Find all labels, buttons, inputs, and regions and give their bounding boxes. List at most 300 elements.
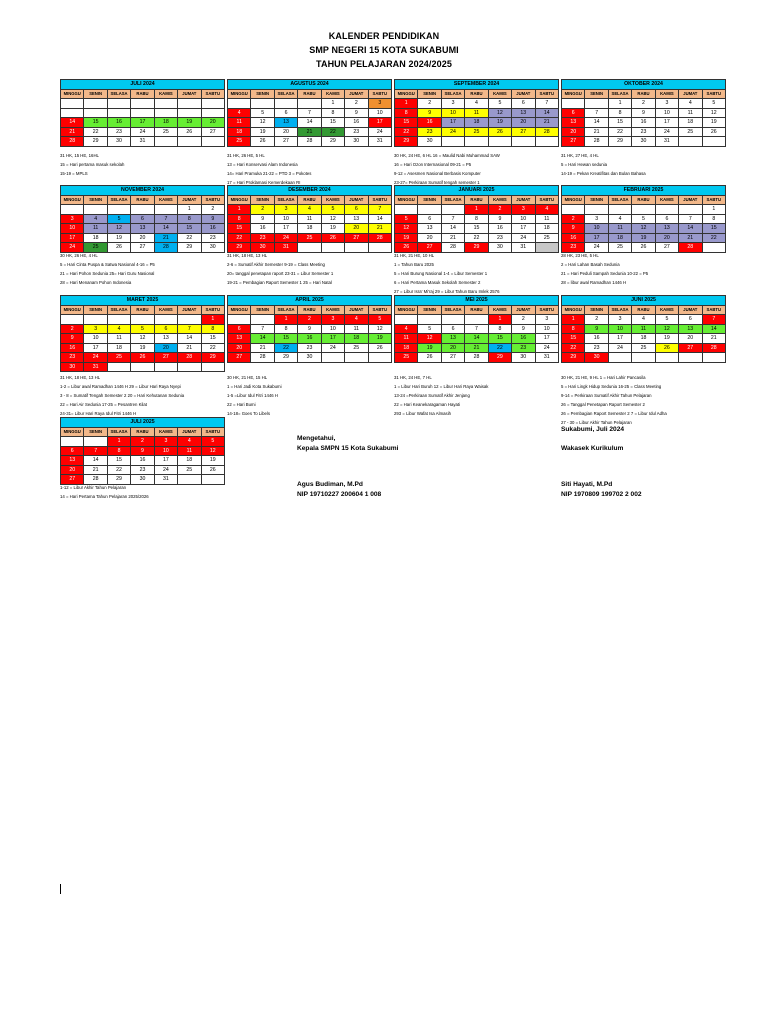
month-title: FEBRUARI 2025: [562, 186, 726, 196]
date-cell: 31: [84, 362, 107, 372]
text-cursor: [60, 884, 61, 894]
mengetahui-label: Mengetahui,: [297, 435, 336, 442]
date-cell: 5: [702, 99, 725, 109]
date-cell: 12: [632, 224, 655, 234]
day-header: SABTU: [535, 89, 558, 99]
date-cell: 16: [562, 233, 585, 243]
month-notes: [394, 373, 488, 418]
date-cell: 20: [131, 233, 154, 243]
date-cell: 26: [321, 233, 344, 243]
day-header: JUMAT: [345, 89, 368, 99]
month-notes: [394, 151, 500, 187]
date-cell: 1: [274, 315, 297, 325]
date-cell: [251, 315, 274, 325]
day-header: SENIN: [251, 89, 274, 99]
date-cell: [441, 315, 464, 325]
date-cell: 16: [488, 224, 511, 234]
date-cell: 31: [655, 137, 678, 147]
date-cell: 2: [201, 205, 224, 215]
date-cell: [562, 205, 585, 215]
date-cell: 3: [441, 99, 464, 109]
date-cell: 4: [178, 437, 201, 447]
date-cell: 6: [345, 205, 368, 215]
day-header: SELASA: [441, 305, 464, 315]
date-cell: 5: [488, 99, 511, 109]
date-cell: 26: [632, 243, 655, 253]
date-cell: 21: [154, 233, 177, 243]
note-line: 9-12 = Asesmen Nasional Berbasis Komputer: [394, 171, 481, 176]
date-cell: 13: [345, 214, 368, 224]
date-cell: 30: [345, 137, 368, 147]
date-cell: [154, 99, 177, 109]
month-notes: [394, 251, 499, 296]
date-cell: 12: [418, 334, 441, 344]
date-cell: [418, 315, 441, 325]
date-cell: 4: [608, 214, 631, 224]
date-cell: 18: [679, 118, 702, 128]
date-cell: 21: [251, 343, 274, 353]
note-line: 13 = Hari Konservasi Alam Indonesia: [227, 162, 298, 167]
note-line: 1 = Hari Jadi Kota Sukabumi: [227, 384, 282, 389]
date-cell: 21: [178, 343, 201, 353]
date-cell: 4: [395, 324, 418, 334]
month-notes: [60, 483, 149, 501]
date-cell: 1: [702, 205, 725, 215]
date-cell: 17: [274, 224, 297, 234]
date-cell: 25: [228, 137, 251, 147]
date-cell: 23: [512, 343, 535, 353]
day-header: SABTU: [702, 305, 725, 315]
date-cell: [345, 243, 368, 253]
day-header: SENIN: [585, 195, 608, 205]
date-cell: 31: [512, 243, 535, 253]
date-cell: 13: [418, 224, 441, 234]
date-cell: 12: [201, 446, 224, 456]
date-cell: 23: [61, 353, 84, 363]
day-header: KAMIS: [154, 305, 177, 315]
date-cell: 13: [441, 334, 464, 344]
date-cell: 16: [345, 118, 368, 128]
date-cell: [154, 137, 177, 147]
date-cell: 22: [178, 233, 201, 243]
date-cell: 23: [201, 233, 224, 243]
date-cell: 8: [702, 214, 725, 224]
date-cell: 31: [368, 137, 391, 147]
date-cell: [465, 315, 488, 325]
day-header: MINGGU: [395, 89, 418, 99]
note-line: 15 = Hari pertama masuk sekolah: [60, 162, 125, 167]
date-cell: [702, 243, 725, 253]
date-cell: 19: [321, 224, 344, 234]
date-cell: 5: [131, 324, 154, 334]
date-cell: [632, 353, 655, 363]
day-header: KAMIS: [655, 195, 678, 205]
date-cell: 6: [512, 99, 535, 109]
note-line: 16 = Hari Ozon Internasional 09-21 = P5: [394, 162, 472, 167]
note-line: 30 HK, 21 HE, 9 HL 1 = Hari Lahir Pancasila: [561, 375, 646, 380]
day-header: SENIN: [418, 195, 441, 205]
date-cell: 29: [274, 353, 297, 363]
day-header: JUMAT: [345, 305, 368, 315]
date-cell: 14: [679, 224, 702, 234]
note-line: 28 HK, 23 HE, 5 HL: [561, 253, 599, 258]
date-cell: 28: [679, 243, 702, 253]
date-cell: 26: [418, 353, 441, 363]
date-cell: 28: [178, 353, 201, 363]
date-cell: 22: [107, 465, 130, 475]
date-cell: 15: [84, 118, 107, 128]
date-cell: 13: [274, 118, 297, 128]
note-line: 14-19 = Pekan Kreatifitas dan Bulan Bahasa: [561, 171, 646, 176]
date-cell: 11: [608, 224, 631, 234]
date-cell: 22: [488, 343, 511, 353]
date-cell: [702, 353, 725, 363]
date-cell: 29: [608, 137, 631, 147]
date-cell: 15: [395, 118, 418, 128]
date-cell: 7: [84, 446, 107, 456]
date-cell: 19: [488, 118, 511, 128]
date-cell: 12: [655, 324, 678, 334]
date-cell: [131, 99, 154, 109]
day-header: SENIN: [418, 305, 441, 315]
date-cell: 28: [251, 353, 274, 363]
date-cell: 28: [702, 343, 725, 353]
day-header: MINGGU: [228, 195, 251, 205]
date-cell: 18: [178, 456, 201, 466]
date-cell: 11: [84, 224, 107, 234]
date-cell: 3: [61, 214, 84, 224]
date-cell: 22: [562, 343, 585, 353]
date-cell: 12: [251, 118, 274, 128]
day-header: SENIN: [84, 89, 107, 99]
document-header: [0, 29, 768, 71]
month-notes: [60, 251, 155, 287]
date-cell: 22: [321, 127, 344, 137]
date-cell: 16: [61, 343, 84, 353]
date-cell: 29: [488, 353, 511, 363]
date-cell: 19: [368, 334, 391, 344]
note-line: 28 = libur awal Ramadhan 1446 H: [561, 280, 627, 285]
date-cell: [228, 99, 251, 109]
date-cell: 9: [512, 324, 535, 334]
date-cell: 27: [154, 353, 177, 363]
date-cell: 5: [107, 214, 130, 224]
date-cell: 11: [107, 334, 130, 344]
date-cell: 25: [465, 127, 488, 137]
date-cell: 7: [441, 214, 464, 224]
date-cell: 8: [465, 214, 488, 224]
date-cell: 9: [585, 324, 608, 334]
date-cell: [345, 353, 368, 363]
date-cell: 27: [131, 243, 154, 253]
date-cell: 18: [465, 118, 488, 128]
date-cell: 13: [61, 456, 84, 466]
date-cell: 31: [131, 137, 154, 147]
date-cell: [84, 99, 107, 109]
date-cell: 24: [535, 343, 558, 353]
date-cell: 26: [702, 127, 725, 137]
date-cell: [562, 99, 585, 109]
date-cell: 1: [178, 205, 201, 215]
date-cell: 21: [368, 224, 391, 234]
date-cell: [154, 362, 177, 372]
date-cell: 29: [395, 137, 418, 147]
month-calendar: [60, 417, 225, 485]
date-cell: 16: [107, 118, 130, 128]
note-line: 15-19 = MPLS: [60, 171, 88, 176]
date-cell: 17: [441, 118, 464, 128]
note-line: 22 = Hari Bumi: [227, 402, 256, 407]
month-title: JULI 2025: [61, 418, 225, 428]
date-cell: [84, 437, 107, 447]
date-cell: 29: [107, 475, 130, 485]
date-cell: 14: [535, 108, 558, 118]
date-cell: 19: [702, 118, 725, 128]
date-cell: 29: [228, 243, 251, 253]
date-cell: 10: [608, 324, 631, 334]
date-cell: 17: [512, 224, 535, 234]
vice-principal-name: Siti Hayati, M.Pd: [561, 481, 613, 488]
date-cell: 19: [107, 233, 130, 243]
date-cell: 4: [465, 99, 488, 109]
note-line: 22 = Hari Air Sedunia 17-25 = Pesantren Kilat: [60, 402, 147, 407]
date-cell: 28: [84, 475, 107, 485]
day-header: RABU: [131, 427, 154, 437]
date-cell: 28: [368, 233, 391, 243]
date-cell: 11: [679, 108, 702, 118]
day-header: MINGGU: [228, 305, 251, 315]
date-cell: 25: [298, 233, 321, 243]
date-cell: 20: [441, 343, 464, 353]
day-header: MINGGU: [61, 195, 84, 205]
date-cell: 23: [585, 343, 608, 353]
date-cell: 24: [368, 127, 391, 137]
vice-principal-title: Wakasek Kurikulum: [561, 445, 624, 452]
note-line: 27 - 30 = Libur Akhir Tahun Pelajaran: [561, 420, 632, 425]
date-cell: 25: [632, 343, 655, 353]
date-cell: [418, 205, 441, 215]
date-cell: 21: [585, 127, 608, 137]
date-cell: [321, 353, 344, 363]
day-header: JUMAT: [178, 305, 201, 315]
date-cell: 29: [465, 243, 488, 253]
date-cell: 18: [535, 224, 558, 234]
date-cell: 5: [321, 205, 344, 215]
date-cell: 19: [395, 233, 418, 243]
date-cell: 19: [251, 127, 274, 137]
date-cell: [632, 205, 655, 215]
day-header: SELASA: [274, 305, 297, 315]
date-cell: 29: [321, 137, 344, 147]
date-cell: [178, 108, 201, 118]
date-cell: 30: [251, 243, 274, 253]
date-cell: 17: [131, 118, 154, 128]
date-cell: 4: [535, 205, 558, 215]
date-cell: [178, 475, 201, 485]
date-cell: 15: [562, 334, 585, 344]
day-header: KAMIS: [154, 89, 177, 99]
date-cell: 19: [131, 343, 154, 353]
date-cell: 22: [702, 233, 725, 243]
day-header: KAMIS: [321, 89, 344, 99]
date-cell: 23: [131, 465, 154, 475]
date-cell: 20: [228, 343, 251, 353]
day-header: KAMIS: [154, 427, 177, 437]
date-cell: 10: [321, 324, 344, 334]
date-cell: [585, 99, 608, 109]
date-cell: 5: [251, 108, 274, 118]
date-cell: 18: [107, 343, 130, 353]
date-cell: 11: [178, 446, 201, 456]
date-cell: 12: [368, 324, 391, 334]
date-cell: 15: [274, 334, 297, 344]
date-cell: 7: [251, 324, 274, 334]
date-cell: 14: [585, 118, 608, 128]
date-cell: [228, 315, 251, 325]
date-cell: 25: [395, 353, 418, 363]
date-cell: 25: [608, 243, 631, 253]
date-cell: 22: [84, 127, 107, 137]
date-cell: 21: [61, 127, 84, 137]
note-line: 1-5 =Libur Idul Fitri 1446 H: [227, 393, 278, 398]
month-calendar: [561, 185, 726, 253]
note-line: 21 = Hari Peduli Sampah Sedunia 10-22 = P5: [561, 271, 649, 276]
date-cell: 9: [418, 108, 441, 118]
date-cell: 22: [201, 343, 224, 353]
date-cell: 7: [154, 214, 177, 224]
date-cell: [679, 137, 702, 147]
month-calendar: [227, 185, 392, 253]
month-calendar: [394, 185, 559, 253]
note-line: 5 = Hari Lingk Hidup Sedunia 16-25 = Class Meeting: [561, 384, 662, 389]
month-title: MARET 2025: [61, 296, 225, 306]
date-cell: [655, 205, 678, 215]
date-cell: 7: [679, 214, 702, 224]
date-cell: [368, 353, 391, 363]
date-cell: 1: [608, 99, 631, 109]
date-cell: 17: [608, 334, 631, 344]
date-cell: 16: [201, 224, 224, 234]
note-line: 31 HK, 15 HE, 16HL: [60, 153, 99, 158]
date-cell: 27: [228, 353, 251, 363]
date-cell: 14: [465, 334, 488, 344]
date-cell: 20: [512, 118, 535, 128]
date-cell: [441, 205, 464, 215]
day-header: RABU: [465, 195, 488, 205]
date-cell: 1: [562, 315, 585, 325]
month-title: NOVEMBER 2024: [61, 186, 225, 196]
date-cell: [61, 315, 84, 325]
date-cell: [368, 243, 391, 253]
date-cell: [395, 315, 418, 325]
day-header: KAMIS: [488, 89, 511, 99]
day-header: KAMIS: [655, 305, 678, 315]
date-cell: 24: [321, 343, 344, 353]
date-cell: 15: [178, 224, 201, 234]
day-header: RABU: [298, 195, 321, 205]
date-cell: 25: [154, 127, 177, 137]
date-cell: 4: [228, 108, 251, 118]
date-cell: 24: [84, 353, 107, 363]
date-cell: [107, 108, 130, 118]
date-cell: 3: [655, 99, 678, 109]
date-cell: [201, 362, 224, 372]
date-cell: 3: [154, 437, 177, 447]
date-cell: 23: [632, 127, 655, 137]
date-cell: 8: [178, 214, 201, 224]
date-cell: 21: [298, 127, 321, 137]
date-cell: 20: [562, 127, 585, 137]
date-cell: 6: [154, 324, 177, 334]
month-notes: [227, 373, 282, 418]
date-cell: [201, 99, 224, 109]
date-cell: 27: [655, 243, 678, 253]
date-cell: 16: [585, 334, 608, 344]
day-header: RABU: [131, 195, 154, 205]
date-cell: 3: [512, 205, 535, 215]
date-cell: [131, 205, 154, 215]
date-cell: 27: [418, 243, 441, 253]
date-cell: 6: [61, 446, 84, 456]
day-header: JUMAT: [512, 305, 535, 315]
date-cell: 15: [488, 334, 511, 344]
date-cell: [702, 137, 725, 147]
day-header: JUMAT: [679, 305, 702, 315]
date-cell: 27: [201, 127, 224, 137]
day-header: SENIN: [585, 89, 608, 99]
date-cell: 30: [61, 362, 84, 372]
date-cell: 8: [107, 446, 130, 456]
date-cell: 20: [655, 233, 678, 243]
date-cell: [251, 99, 274, 109]
date-cell: [84, 108, 107, 118]
day-header: SABTU: [201, 427, 224, 437]
month-notes: [227, 251, 333, 287]
note-line: 17 = Hari Proklamasi Kemerdekaan RI: [227, 180, 301, 185]
date-cell: 16: [418, 118, 441, 128]
date-cell: [178, 315, 201, 325]
note-line: 30 HK, 24 HE, 6 HL 16 = Maulid Nabi Muhammad SAW: [394, 153, 500, 158]
date-cell: [178, 362, 201, 372]
date-cell: 30: [298, 353, 321, 363]
date-cell: 6: [655, 214, 678, 224]
date-cell: 5: [395, 214, 418, 224]
date-cell: 26: [201, 465, 224, 475]
month-notes: [561, 251, 648, 287]
date-cell: 25: [535, 233, 558, 243]
principal-title: Kepala SMPN 15 Kota Sukabumi: [297, 445, 399, 452]
date-cell: [61, 108, 84, 118]
day-header: SELASA: [107, 427, 130, 437]
date-cell: 5: [368, 315, 391, 325]
month-calendar: [60, 185, 225, 253]
date-cell: 14: [61, 118, 84, 128]
date-cell: 30: [632, 137, 655, 147]
date-cell: 2: [298, 315, 321, 325]
note-line: 31 HK, 21 HE, 10 HL: [394, 253, 435, 258]
date-cell: 23: [298, 343, 321, 353]
date-cell: 21: [441, 233, 464, 243]
month-title: OKTOBER 2024: [562, 80, 726, 90]
date-cell: 12: [395, 224, 418, 234]
place-date: Sukabumi, Juli 2024: [561, 426, 625, 433]
date-cell: 24: [655, 127, 678, 137]
date-cell: 28: [154, 243, 177, 253]
date-cell: 4: [679, 99, 702, 109]
date-cell: 20: [679, 334, 702, 344]
date-cell: 13: [655, 224, 678, 234]
date-cell: 1: [465, 205, 488, 215]
